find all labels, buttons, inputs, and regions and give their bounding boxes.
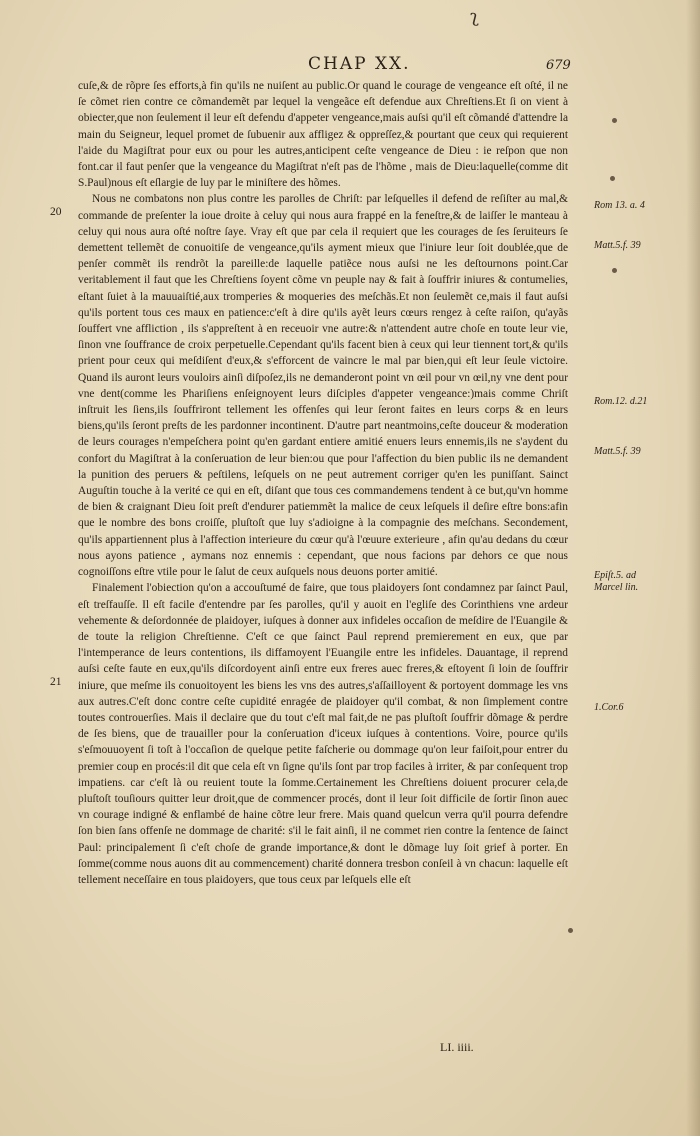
ink-dot — [610, 176, 615, 181]
main-text-block — [78, 78, 568, 888]
margin-note-matt5-b: Matt.5.f. 39 — [594, 446, 641, 457]
paragraph-20: Nous ne combatons non plus contre les parolles de Chriſt: par leſquelles il defend de reſiſter au mal,& commande de preſenter la ioue droite à celuy qui nous aura frappé en la feneſtre,& de laiſſer le manteau à celuy qui nous aura oſté noſtre ſaye. Vray eſt que par cela il requiert que les courages de ſes ſeruiteurs ſe demettent tellemẽt de conuoitiſe de vengeance,qu'ils ayment mieux que l'iniure leur ſoit doublée,que de penſer commẽt ils rendrõt la pareille:de laquelle patiẽce nous auſsi ne les deſtournons point.Car veritablement il faut que les Chreſtiens ſoyent cõme vn peuple nay & fait à ſouffrir iniures & contumelies, eſtant ſuiet à la mauuaiſtié,aux tromperies & moqueries des meſchãs.Et non ſeulemẽt ce,mais il faut auſsi qu'ils portent tous ces maux en patience:c'eſt à dire qu'ils ayẽt leurs cœurs rengez à ceſte raiſon, qu'ayãs ſouffert vne affliction , ils s'appreſtent à en receuoir vne autre:& n'attendent autre choſe en toute leur vie, ſinon vne ſouffrance de croix perpetuelle.Cependant qu'ils facent bien à ceux qui leur tiennent tort,& qu'ils prient pour ceux qui meſdiſent d'eux,& s'efforcent de vaincre le mal par bien,qui eſt leur ſeule victoire. Quand ils auront leurs vouloirs ainſi diſpoſez,ils ne demanderont point vn œil pour vn œil,ny vne dent pour vne dent(comme les Phariſiens enſeignoyent leurs diſciples d'appeter vengeance:)mais comme Chriſt inſtruit les ſiens,ils ſouffriront tellement les offenſes qui leur ſeront faites en leurs corps & en leurs biens,qu'ils ſeront preſts de les pardonner incontinent. D'autre part neantmoins,ceſte douceur & moderation de leurs courages n'empeſchera point qu'en gardant entiere amitié enuers leurs ennemis,ils ne s'aydent du confort du Magiſtrat à la conſeruation de leur bien:ou que pour l'affection du bien public ils ne demandent la punition des peruers & peſtilens, leſquels on ne peut autrement corriger qu'en les puniſſant. Sainct Auguſtin touche à la verité ce qui en eſt, diſant que tous ces commandemens tendent à ce but,qu'vn homme de bien & craignant Dieu ſoit preſt d'endurer patiemmẽt la malice de ceux leſquels il deſire eſtre bons:afin que le nombre des bons croiſſe, pluſtoſt que luy s'adioigne à la compagnie des meſchans. Secondement, qu'ils appartiennent plus à l'affection interieure du cœur qu'à l'œuure exterieure , afin qu'au dedans du cœur nous ayons patience , aymans noz ennemis : cependant, que nous facions par dehors ce que nous cognoiſſons eſtre vtile pour le ſalut de ceux auſquels nous deuons porter amitié. — [78, 193, 568, 579]
margin-note-rom13: Rom 13. a. 4 — [594, 200, 645, 211]
paragraph-continuation: cuſe,& de rõpre ſes efforts,à fin qu'ils ne nuiſent au public.Or quand le courage de vengeance eſt oſté, il ne ſe cõmet rien contre ce cõmandemẽt par lequel la vengeãce eſt defendue aux Chreſtiens.Et ſi on vient à obiecter,que non ſeulement il leur eſt defendu d'appeter vengeance,mais auſsi qu'il eſt cõmandé d'attendre la main du Seigneur, lequel promet de ſubuenir aux affligez & oppreſſez,& pourtant que ceux qui requierent l'aide du Magiſtrat pour eux ou pour les autres,anticipent ceſte vengeance de Dieu : ie reſpon que non font.car il faut penſer que la vengeance du Magiſtrat n'eſt pas de l'hõme , mais de Dieu:laquelle(comme dit S.Paul)nous eſt eſlargie de luy par le miniſtere des hõmes. — [78, 80, 568, 190]
catchword-signature: LI. iiii. — [440, 1040, 474, 1054]
running-head: CHAP XX. — [308, 54, 411, 74]
paragraph-number-21: 21 — [50, 676, 62, 688]
ink-dot — [612, 118, 617, 123]
paragraph-number-20: 20 — [50, 206, 62, 218]
page-edge-shadow — [686, 0, 700, 1136]
margin-note-matt5-a: Matt.5.f. 39 — [594, 240, 641, 251]
margin-note-augustine: Epiſt.5. ad Marcel lin. — [594, 570, 639, 593]
paragraph-21: Finalement l'obiection qu'on a accouſtumé de faire, que tous plaidoyers ſont condamnez par ſainct Paul, eſt treſfauſſe. Il eſt facile d'entendre par ſes parolles, qu'il y auoit en l'egliſe des Corinthiens vne ardeur vehemente & deſordonnée de plaidoyer, iuſques à donner aux infideles occaſion de meſdire de l'Euangile & de toute la religion Chreſtienne. C'eſt ce que ſainct Paul reprend premierement en eux, que par l'intemperance de leurs contentions, ils diffamoyent l'Euangile entre les infideles. Dauantage, il reprend auſsi ceſte faute en eux,qu'ils diſcordoyent ainſi entre eux freres auec freres,& eſtoyent ſi loin de ſouffrir iniure, que meſme ils conuoitoyent les biens les vns des autres,s'aſſailloyent & portoyent dommage les vns aux autres.C'eſt donc contre ceſte cupidité enragée de plaidoyer qu'il combat, & non ſimplement contre toutes controuerſies. Mais il declaire que du tout c'eſt mal fait,de ne pas pluſtoſt ſouffrir dõmage & perdre de ſes biens, que de trauailler pour la conſeruation d'iceux iuſques à contentions. Voire, pource qu'ils s'eſmouuoyent ſi toſt à l'occaſion de quelque petite faſcherie ou dommage qu'on leur faiſoit,pour entrer du premier coup en procés:il dit que cela eſt vn ſigne qu'ils ſont par trop faciles à irriter, & par conſequent trop impatiens. car c'eſt là ou reuient toute la ſomme.Certainement les Chreſtiens doiuent procurer cela,de pluſtoſt touſiours quitter leur droit,que de commencer procés, dont il leur ſoit difficile de ſortir ſinon auec vn courage indigné & enflambé de haine cõtre leur frere. Mais quand quelcun verra qu'il pourra defendre ſon bien ſans offenſe ne dommage de charité: s'il le fait ainſi, il ne commet rien contre la ſentence de ſainct Paul: principalement ſi c'eſt choſe de grande importance,& dont le dõmage luy ſoit grief à porter. En ſomme(comme nous auons dit au commencement) charité donnera tresbon conſeil à vn chacun: laquelle eſt tellement neceſſaire en tous plaidoyers, que tous ceux par leſquels elle eſt — [78, 582, 568, 886]
page-number: 679 — [546, 58, 571, 73]
margin-note-1cor6: 1.Cor.6 — [594, 702, 624, 713]
ink-dot — [568, 928, 573, 933]
page-header — [0, 54, 700, 78]
margin-note-rom12: Rom.12. d.21 — [594, 396, 648, 407]
top-ink-mark: ʅ — [470, 6, 479, 27]
ink-dot — [612, 268, 617, 273]
